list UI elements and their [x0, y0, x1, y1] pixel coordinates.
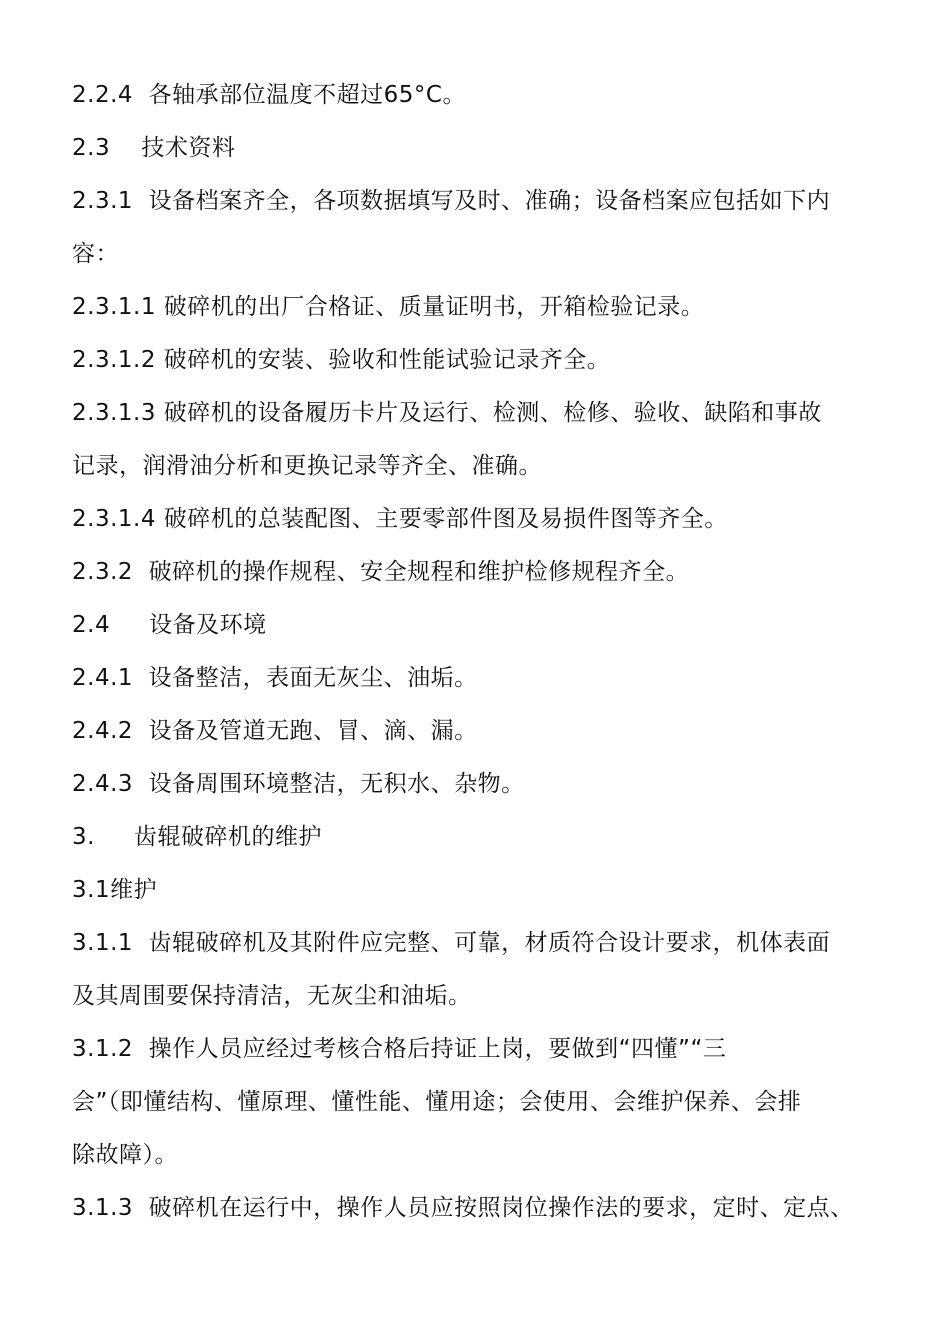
text-line: 2.3.1.2 破碎机的安装、验收和性能试验记录齐全。 — [72, 347, 611, 373]
text-line: 2.3.1.4 破碎机的总装配图、主要零部件图及易损件图等齐全。 — [72, 506, 728, 532]
section-heading: 2.4 设备及环境 — [72, 612, 267, 638]
text-line: 2.2.4 各轴承部位温度不超过65°C。 — [72, 82, 466, 108]
text-line: 记录，润滑油分析和更换记录等齐全、准确。 — [72, 453, 542, 479]
section-heading: 3.1维护 — [72, 877, 158, 903]
text-line: 2.4.1 设备整洁，表面无灰尘、油垢。 — [72, 665, 478, 691]
text-line: 2.4.2 设备及管道无跑、冒、滴、漏。 — [72, 718, 478, 744]
text-line: 2.3.2 破碎机的操作规程、安全规程和维护检修规程齐全。 — [72, 559, 690, 585]
text-line: 2.3.1.3 破碎机的设备履历卡片及运行、检测、检修、验收、缺陷和事故 — [72, 400, 822, 426]
text-line: 容： — [72, 241, 119, 267]
text-line: 2.3.1 设备档案齐全，各项数据填写及时、准确；设备档案应包括如下内 — [72, 188, 831, 214]
text-line: 3.1.1 齿辊破碎机及其附件应完整、可靠，材质符合设计要求，机体表面 — [72, 930, 831, 956]
text-line: 2.4.3 设备周围环境整洁，无积水、杂物。 — [72, 771, 525, 797]
text-line: 除故障）。 — [72, 1142, 178, 1168]
text-line: 及其周围要保持清洁，无灰尘和油垢。 — [72, 983, 472, 1009]
text-line: 会”（即懂结构、懂原理、懂性能、懂用途；会使用、会维护保养、会排 — [72, 1089, 802, 1115]
text-line: 2.3.1.1 破碎机的出厂合格证、质量证明书，开箱检验记录。 — [72, 294, 705, 320]
text-line: 3.1.3 破碎机在运行中，操作人员应按照岗位操作法的要求，定时、定点、 — [72, 1195, 854, 1221]
text-line: 3.1.2 操作人员应经过考核合格后持证上岗，要做到“四懂”“三 — [72, 1036, 727, 1062]
section-heading: 3. 齿辊破碎机的维护 — [72, 824, 322, 850]
section-heading: 2.3 技术资料 — [72, 135, 236, 161]
